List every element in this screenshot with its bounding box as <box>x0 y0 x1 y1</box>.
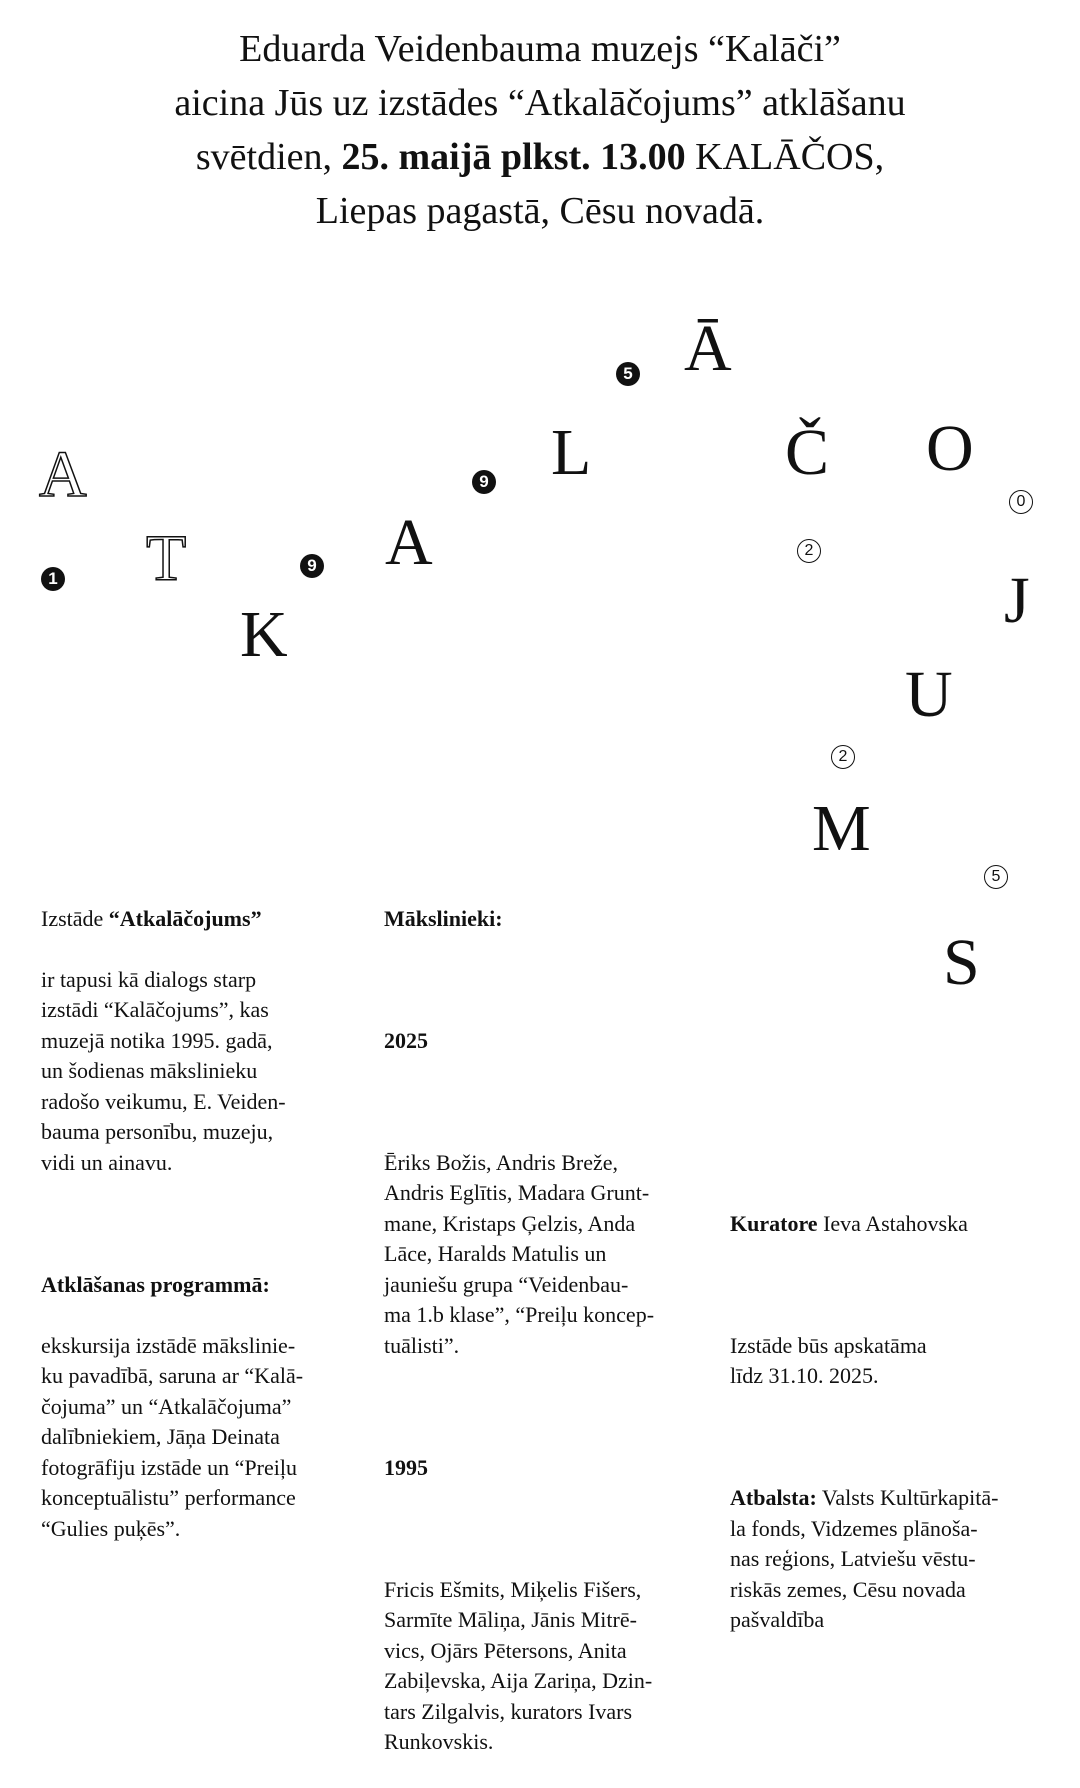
program-text: ekskursija izstādē mākslinie- ku pavadībā, saruna ar “Kalā- čojuma” un “Atkalāčojuma” dalībniekiem, Jāņa Deinata fotogrāfiju izstāde un “Preiļu konceptuālistu” performance “Gulies puķēs”. <box>41 1332 304 1541</box>
title-letter-k: K <box>240 598 288 671</box>
right-column <box>730 1178 1060 1666</box>
curator-name: Ieva Astahovska <box>817 1210 968 1236</box>
header-date-time: 25. maijā plkst. 13.00 <box>341 136 686 178</box>
title-letter-j: J <box>1004 564 1030 637</box>
support-text: Valsts Kultūrkapitā- la fonds, Vidzemes plānoša- nas reģions, Latviešu vēstu- riskās zemes, Cēsu novada pašvaldība <box>730 1485 999 1632</box>
digit-5-badge: 5 <box>984 865 1008 889</box>
support-label: Atbalsta: <box>730 1485 817 1510</box>
header-day: svētdien, <box>195 136 342 178</box>
title-letter-u: U <box>905 658 953 731</box>
intro-first-line <box>41 904 371 935</box>
title-letter-l: L <box>551 416 592 489</box>
digit-5-badge: 5 <box>616 362 640 386</box>
supporters <box>730 1483 1060 1636</box>
title-letter-c-caron: Č <box>785 416 830 489</box>
artists-2025-list: Ēriks Božis, Andris Breže, Andris Eglītis, Madara Grunt- mane, Kristaps Ģelzis, Anda Lāce, Haralds Matulis un jauniešu grupa “Veidenbau- ma 1.b klase”, “Preiļu koncep- tuālisti”. <box>384 1149 655 1358</box>
title-letter-t: T <box>146 522 187 595</box>
digit-2-badge: 2 <box>831 745 855 769</box>
title-letter-a-macron: Ā <box>684 312 732 385</box>
program-heading: Atklāšanas programmā: <box>41 1271 270 1297</box>
title-letter-a1: A <box>39 438 87 511</box>
exhibition-dates: Izstāde būs apskatāma līdz 31.10. 2025. <box>730 1332 927 1388</box>
digit-0-badge: 0 <box>1009 490 1033 514</box>
artists-heading: Mākslinieki: <box>384 905 503 931</box>
header-line-1: Eduarda Veidenbauma muzejs “Kalāči” <box>239 28 841 70</box>
curator-label: Kuratore <box>730 1210 818 1236</box>
header-line-3 <box>0 130 1080 184</box>
invitation-header <box>0 22 1080 238</box>
digit-9-badge: 9 <box>472 470 496 494</box>
middle-column <box>384 873 714 1788</box>
title-letter-m: M <box>812 792 871 865</box>
digit-9-badge: 9 <box>300 554 324 578</box>
intro-prefix: Izstāde <box>41 905 109 931</box>
title-letter-o: O <box>926 412 974 485</box>
header-place: KALĀČOS, <box>685 136 885 178</box>
header-line-2: aicina Jūs uz izstādes “Atkalāčojums” atklāšanu <box>174 82 906 124</box>
header-line-4: Liepas pagastā, Cēsu novadā. <box>315 190 765 232</box>
digit-2-badge: 2 <box>797 539 821 563</box>
year-1995-heading: 1995 <box>384 1454 428 1480</box>
exhibition-title: “Atkalāčojums” <box>108 905 262 931</box>
intro-text: ir tapusi kā dialogs starp izstādi “Kalāčojums”, kas muzejā notika 1995. gadā, un šodienas mākslinieku radošo veikumu, E. Veiden- bauma personību, muzeju, vidi un ainavu. <box>41 966 286 1175</box>
title-letter-s: S <box>943 926 980 999</box>
left-column <box>41 873 371 1575</box>
title-letter-a2: A <box>385 506 433 579</box>
digit-1-badge: 1 <box>41 567 65 591</box>
year-2025-heading: 2025 <box>384 1027 428 1053</box>
artists-1995-list: Fricis Ešmits, Miķelis Fišers, Sarmīte Māliņa, Jānis Mitrē- vics, Ojārs Pētersons, Anita Zabiļevska, Aija Zariņa, Dzin- tars Zilgalvis, kurators Ivars Runkovskis. <box>384 1576 653 1754</box>
curator-line <box>730 1209 1060 1240</box>
